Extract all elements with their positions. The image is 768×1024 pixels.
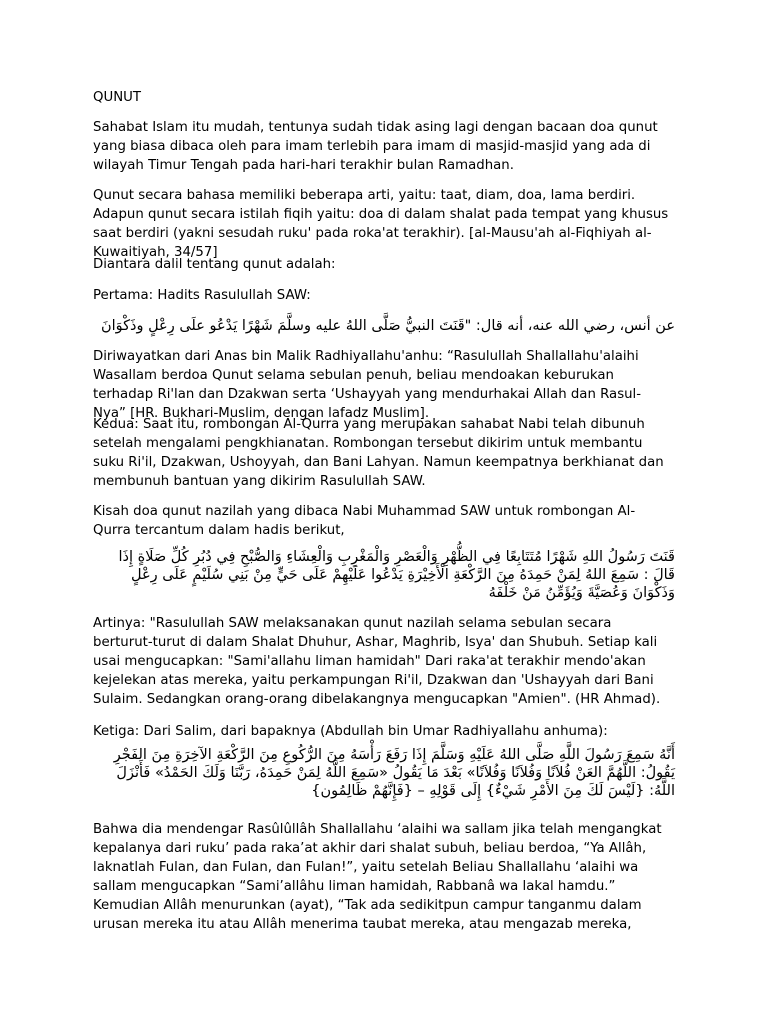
paragraph-salim-narration: Bahwa dia mendengar Rasûlûllâh Shallallahu ‘alaihi wa sallam jika telah mengangkat kepalanya dari ruku’ pada raka’at akhir dari shalat subuh, beliau berdoa, “Ya Allâh, laknatlah Fulan, dan Fulan, dan Fulan!”, yaitu setelah Beliau Shallallahu ‘alaihi wa sallam mengucapkan “Sami’allâhu liman hamidah, Rabbanâ wa lakal hamdu.” Kemudian Allâh menurunkan (ayat), “Tak ada sedikitpun campur tanganmu dalam urusan mereka itu atau Allâh menerima taubat mereka, atau mengazab mereka, bbox=[93, 822, 662, 932]
paragraph-anas-narration: Diriwayatkan dari Anas bin Malik Radhiyallahu'anhu: “Rasulullah Shallallahu'alaihi Wasallam berdoa Qunut selama sebulan penuh, beliau mendoakan keburukan terhadap Ri'lan dan Dzakwan serta ‘Ushayyah yang mendurhakai Allah dan Rasul-Nya” [HR. Bukhari-Muslim, dengan lafadz Muslim]. bbox=[93, 349, 642, 421]
paragraph-qunut-nazilah-story: Kisah doa qunut nazilah yang dibaca Nabi Muhammad SAW untuk rombongan Al-Qurra tercantum dalam hadis berikut, bbox=[93, 504, 636, 538]
arabic-hadith-3: أَنَّهُ سَمِعَ رَسُولَ اللَّهِ صَلَّى اللهُ عَلَيْهِ وَسَلَّمَ إِذَا رَفَعَ رَأْسَهُ مِنَ الرُّكُوعِ مِنَ الرَّكْعَةِ الآخِرَةِ مِنَ الفَجْرِ يَقُولُ: اللَّهُمَّ العَنْ فُلاَنًا وَفُلاَنًا وَفُلاَنًا» بَعْدَ مَا يَقُولُ «سَمِعَ اللَّهُ لِمَنْ حَمِدَهُ، رَبَّنَا وَلَكَ الحَمْدُ» فَأَنْزَلَ اللَّهُ: {لَيْسَ لَكَ مِنَ الأَمْرِ شَيْءٌ} إِلَى قَوْلِهِ – {فَإِنَّهُمْ ظَالِمُون} bbox=[113, 747, 675, 799]
paragraph-first-hadith-heading: Pertama: Hadits Rasulullah SAW: bbox=[93, 288, 311, 303]
paragraph-third-point: Ketiga: Dari Salim, dari bapaknya (Abdullah bin Umar Radhiyallahu anhuma): bbox=[93, 724, 608, 739]
arabic-hadith-1: عن أنس، رضي الله عنه، أنه قال: "قَنَتَ النبيُّ صَلَّى اللهُ عليه وسلَّمَ شَهْرًا يَدْعُو علَى رِعْلٍ وذَكْوَانَ bbox=[100, 318, 675, 334]
paragraph-translation: Artinya: "Rasulullah SAW melaksanakan qunut nazilah selama sebulan secara berturut-turut di dalam Shalat Dhuhur, Ashar, Maghrib, Isya' dan Shubuh. Setiap kali usai mengucapkan: "Sami'allahu liman hamidah" Dari raka'at terakhir mendo'akan kejelekan atas mereka, yaitu perkampungan Ri'il, Dzakwan dan 'Ushayyah dari Bani Sulaim. Sedangkan orang-orang dibelakangnya mengucapkan "Amien". (HR Ahmad). bbox=[93, 616, 661, 707]
paragraph-dalil-heading: Diantara dalil tentang qunut adalah: bbox=[93, 257, 336, 272]
document-title: QUNUT bbox=[93, 90, 141, 105]
paragraph-intro: Sahabat Islam itu mudah, tentunya sudah tidak asing lagi dengan bacaan doa qunut yang biasa dibaca oleh para imam terlebih para imam di masjid-masjid yang ada di wilayah Timur Tengah pada hari-hari terakhir bulan Ramadhan. bbox=[93, 120, 658, 173]
paragraph-second-point: Kedua: Saat itu, rombongan Al-Qurra yang merupakan sahabat Nabi telah dibunuh setelah mengalami pengkhianatan. Rombongan tersebut dikirim untuk membantu suku Ri'il, Dzakwan, Ushoyyah, dan Bani Lahyan. Namun keempatnya berkhianat dan membunuh bantuan yang dikirim Rasulullah SAW. bbox=[93, 417, 664, 489]
arabic-hadith-2: قَنَتَ رَسُولُ اللهِ شَهْرًا مُتَتَابِعًا فِي الظُّهْرِ وَالْعَصْرِ وَالْمَغْرِبِ وَالْعِشَاءِ وَالصُّبْحِ فِي دُبُرِ كُلِّ صَلَاةٍ إِذَا قَالَ : سَمِعَ اللهُ لِمَنْ حَمِدَهُ مِنَ الرَّكْعَةِ الْأَخِيْرَةِ يَدْعُوا عَلَيْهِمْ عَلَى حَيٍّ مِنْ بَنِي سُلَيْمٍ عَلَى رِعْلٍ وَذَكْوَانَ وَعُصَيَّةَ وَيُؤَمِّنُ مَنْ خَلْفَهُ bbox=[118, 549, 675, 601]
paragraph-definition: Qunut secara bahasa memiliki beberapa arti, yaitu: taat, diam, doa, lama berdiri. Adapun qunut secara istilah fiqih yaitu: doa di dalam shalat pada tempat yang khusus saat berdiri (yakni sesudah ruku' pada roka'at terakhir). [al-Mausu'ah al-Fiqhiyah al-Kuwaitiyah, 34/57] bbox=[93, 188, 669, 260]
